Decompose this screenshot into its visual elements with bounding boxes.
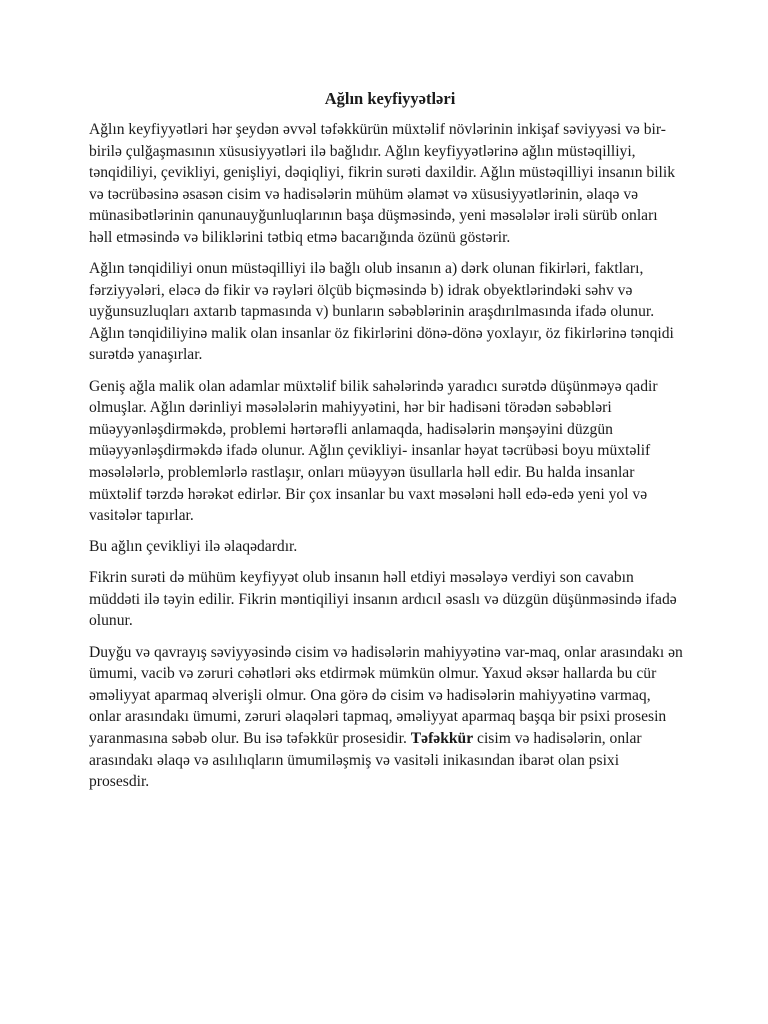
paragraph-4: Bu ağlın çevikliyi ilə əlaqədardır. — [89, 538, 298, 556]
paragraph-2: Ağlın tənqidiliyi onun müstəqilliyi ilə bağlı olub insanın a) dərk olunan fikirləri, faktları, fərziyyələri, eləcə də fikir və rəyləri ölçüb biçməsində b) idrak obyektlərindəki səhv və uyğunsuzluqları axtarıb tapmasında v) bunların səbəblərinin araşdırılmasında ifadə olunur. Ağlın tənqidiliyinə malik olan insanlar öz fikirlərini dönə-dönə yoxlayır, öz fikirlərinə tənqidi surətdə yanaşırlar. — [89, 260, 674, 364]
paragraph-6-text-end: cisim və hadisələrin, onlar arasındakı əlaqə və asılılıqların ümumiləşmiş və vasitəli inikasından ibarət olan psixi prosesdir. — [89, 729, 642, 791]
paragraph-5: Fikrin surəti də mühüm keyfiyyət olub insanın həll etdiyi məsələyə verdiyi son cavabın müddəti ilə təyin edilir. Fikrin məntiqiliyi insanın ardıcıl əsaslı və düzgün düşünməsində ifadə olunur. — [89, 569, 677, 630]
paragraph-3: Geniş ağla malik olan adamlar müxtəlif bilik sahələrində yaradıcı surətdə düşünməyə qadir olmuşlar. Ağlın dərinliyi məsələlərin mahiyyətini, hər bir hadisəni törədən səbəbləri müəyyənləşdirməkdə, problemi hərtərəfli anlamaqda, hadisələrin mənşəyini düzgün müəyyənləşdirməkdə ifadə olunur. Ağlın çevikliyi- insanlar həyat təcrübəsi boyu müxtəlif məsələlərlə, problemlərlə rastlaşır, onları müəyyən üsullarla həll edir. Bu halda insanlar müxtəlif tərzdə hərəkət edirlər. Bir çox insanlar bu vaxt məsələni həll edə-edə yeni yol və vasitələr tapırlar. — [89, 377, 658, 525]
paragraph-6 — [89, 642, 683, 793]
document-body — [89, 88, 683, 802]
document-title: Ağlın keyfiyyətləri — [324, 89, 456, 108]
term-tefekkur: Təfəkkür — [410, 729, 474, 747]
paragraph-6-text-start: Duyğu və qavrayış səviyyəsində cisim və hadisələrin mahiyyətinə var-maq, onlar arasındakı ən ümumi, vacib və zəruri cəhətləri əks etdirmək mümkün olmur. Yaxud əksər hallarda bu cür əməliyyat aparmaq əlverişli olmur. Ona görə də cisim və hadisələrin mahiyyətinə varmaq, onlar arasındakı ümumi, zəruri əlaqələri tapmaq, əməliyyat aparmaq başqa bir psixi prosesin yaranmasına səbəb olur. Bu isə təfəkkür prosesidir. — [89, 643, 683, 747]
paragraph-1: Ağlın keyfiyyətləri hər şeydən əvvəl təfəkkürün müxtəlif növlərinin inkişaf səviyyəsi və bir-birilə çulğaşmasının xüsusiyyətləri ilə bağlıdır. Ağlın keyfiyyətlərinə ağlın müstəqilliyi, tənqidiliyi, çevikliyi, genişliyi, dəqiqliyi, fikrin surəti daxildir. Ağlın müstəqilliyi insanın bilik və təcrübəsinə əsasən cisim və hadisələrin mühüm əlamət və xüsusiyyətlərinin, əlaqə və münasibətlərinin qanunauyğunluqlarının başa düşməsində, yeni məsələlər irəli sürüb onları həll etməsində və biliklərini tətbiq etmə bacarığında özünü göstərir. — [89, 121, 676, 246]
